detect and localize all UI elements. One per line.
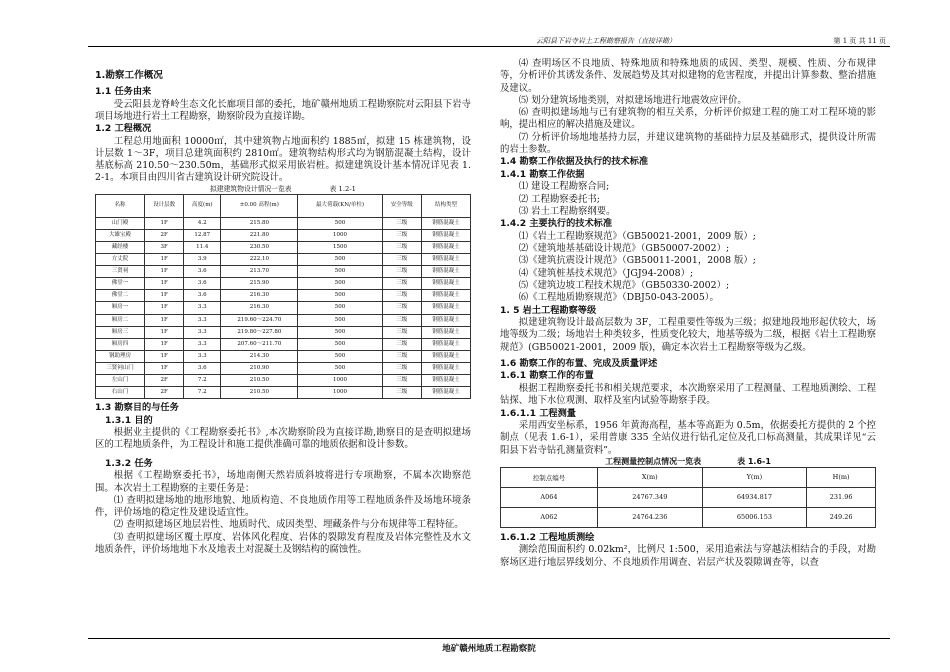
basis-item-3: ⑶ 岩土工程勘察纲要。 — [518, 205, 616, 217]
table-row — [96, 254, 471, 266]
para-1-3-2: 根据《工程勘察委托书》，场地南侧天然岩质斜坡将进行专项勘察，不属本次勘察范围。本次岩土工程勘察的主要任务是： — [95, 470, 471, 494]
table-cell: 1F — [144, 217, 183, 229]
para-1-6-1-2: 测绘范围面积约 0.02km²，比例尺 1:500，采用追索法与穿越法相结合的手段，对勘察场区进行地层界线划分、不良地质作用调查、岩层产状及裂隙调查等，以查 — [500, 544, 876, 568]
table-row — [96, 387, 471, 399]
para-1-3-1: 根据业主提供的《工程勘察委托书》,本次勘察阶段为直接详勘,勘察目的是查明拟建场区的工程地质条件，为工程设计和施工提供准确可靠的地质依据和设计参数。 — [95, 427, 471, 451]
heading-1-6-1-2: 1.6.1.2 工程地质测绘 — [500, 531, 595, 543]
table-cell: 左山门 — [96, 375, 145, 387]
table-cell: 钢筋混凝土 — [422, 375, 471, 387]
table-cell: 三级 — [382, 350, 421, 362]
table-cell: 500 — [298, 326, 382, 338]
table-cell: 64934.817 — [702, 487, 807, 507]
heading-1-2: 1.2 工程概况 — [95, 123, 152, 135]
table-cell: 249.26 — [807, 507, 876, 527]
table-cell: 500 — [298, 254, 382, 266]
para-1-5: 拟建建筑物设计最高层数为 3F，工程重要性等级为三级；拟建地段地形起伏较大，场地等级为二级；场地岩土种类较多，性质变化较大，地基等级为二级，根据《岩土工程勘察规范》(GB50021-2001，2009 版)，确定本次岩土工程勘察等级为乙级。 — [500, 317, 876, 353]
table-cell: 2F — [144, 387, 183, 399]
col-header: Y(m) — [702, 467, 807, 487]
table-row — [96, 290, 471, 302]
table-cell: 三级 — [382, 241, 421, 253]
table-cell: A064 — [501, 487, 598, 507]
heading-1-3-1: 1.3.1 目的 — [105, 414, 153, 426]
table-cell: 3.6 — [184, 278, 221, 290]
table-row — [96, 362, 471, 374]
para-1-2: 工程总用地面积 10000㎡，其中建筑物占地面积约 1885㎡，拟建 15 栋建筑物，设计层数 1～3F，项目总建筑面积约 2810㎡。建筑物结构形式均为钢筋混凝土结构，设计基底标高 210.50～230.50m，基础形式拟采用嵌岩桩。拟建建筑设计基本情况详见表 1.2-1。本项目由四川省古建筑设计研究院设计。 — [95, 135, 471, 184]
heading-1-4-2: 1.4.2 主要执行的技术标准 — [500, 218, 613, 230]
table-row — [96, 229, 471, 241]
table-cell: 1000 — [298, 375, 382, 387]
table-cell: 山门殿 — [96, 217, 145, 229]
task-item-4: ⑷ 查明场区不良地质、特殊地质和特殊地质的成因、类型、规模、性质、分布规律等，分析评价其诱发条件、发展趋势及其对拟建物的危害程度，并提出计算参数、整治措施及建议。 — [500, 58, 876, 94]
table-cell: 1F — [144, 302, 183, 314]
heading-1-4: 1.4 勘察工作依据及执行的技术标准 — [500, 156, 649, 168]
heading-1-4-1: 1.4.1 勘察工作依据 — [500, 168, 585, 180]
table-cell: 钢筋混凝土 — [422, 278, 471, 290]
col-header: X(m) — [597, 467, 702, 487]
table-cell: 221.80 — [221, 229, 298, 241]
table-cell: 500 — [298, 302, 382, 314]
col-header: 高度(m) — [184, 194, 221, 217]
table-2-title: 工程测量控制点情况一览表 — [605, 456, 702, 466]
task-item-7: ⑺ 分析评价场地地基持力层，并建议建筑物的基础持力层及基础形式，提供设计所需的岩土参数。 — [500, 131, 876, 156]
table-2-number: 表 1.6-1 — [737, 456, 771, 466]
table-cell: 三级 — [382, 266, 421, 278]
heading-1-3: 1.3 勘察目的与任务 — [95, 402, 179, 414]
table-row — [96, 278, 471, 290]
heading-1-1: 1.1 任务由来 — [95, 86, 152, 97]
table-cell: 24764.236 — [597, 507, 702, 527]
table-cell: 钢筋混凝土 — [422, 362, 471, 374]
page-footer: 地矿赣州地质工程勘察院 — [88, 638, 890, 654]
table-cell: 222.10 — [221, 254, 298, 266]
table-cell: 210.90 — [221, 362, 298, 374]
table-cell: 1F — [144, 314, 183, 326]
standard-item-4: ⑷《建筑桩基技术规范》（JGJ94-2008）; — [518, 267, 694, 279]
right-column — [500, 58, 876, 569]
table-cell: 1F — [144, 254, 183, 266]
table-cell: 500 — [298, 217, 382, 229]
basis-item-2: ⑵ 工程勘察委托书; — [518, 193, 600, 205]
table-cell: 210.50 — [221, 375, 298, 387]
table-cell: 钢筋混凝土 — [422, 290, 471, 302]
table-cell: 钢筋混凝土 — [422, 314, 471, 326]
table-row — [96, 326, 471, 338]
task-item-3: ⑶ 查明拟建场区覆土厚度、岩体风化程度、岩体的裂隙发育程度及岩体完整性及水文地质条件，评价场地地下水及地表土对混凝土及钢结构的腐蚀性。 — [95, 531, 471, 556]
table-row — [96, 350, 471, 362]
task-item-5: ⑸ 划分建筑场地类别，对拟建场地进行地震效应评价。 — [518, 94, 747, 106]
table-cell: 210.50 — [221, 387, 298, 399]
table-cell: 24767.349 — [597, 487, 702, 507]
table-cell: 三级 — [382, 314, 421, 326]
table-row — [96, 338, 471, 350]
para-1-6-1-1: 采用西安坐标系，1956 年黄海高程，基本等高距为 0.5m，依据委托方提供的 2 个控制点（见表 1.6-1），采用普康 335 全站仪进行钻孔定位及孔口标高测量，其成果详见“云阳县下岩寺钻孔测量资料”。 — [500, 420, 876, 456]
table-cell: 500 — [298, 266, 382, 278]
table-cell: 215.90 — [221, 278, 298, 290]
table-cell: 3.3 — [184, 338, 221, 350]
table-cell: 1F — [144, 350, 183, 362]
table-cell: 3.9 — [184, 254, 221, 266]
table-cell: 3F — [144, 241, 183, 253]
col-header: 控制点编号 — [501, 467, 598, 487]
table-cell: 3.6 — [184, 266, 221, 278]
table-cell: 1500 — [298, 241, 382, 253]
table-cell: 三级 — [382, 326, 421, 338]
table-2-caption — [500, 457, 876, 467]
table-cell: 500 — [298, 290, 382, 302]
table-cell: 钢助理房 — [96, 350, 145, 362]
table-header-row — [96, 194, 471, 217]
table-cell: 厢房二 — [96, 314, 145, 326]
standard-item-1: ⑴《岩土工程勘察规范》（GB50021-2001，2009 版）; — [518, 230, 756, 242]
table-cell: 3.6 — [184, 362, 221, 374]
page-number: 第 1 页 共 11 页 — [833, 37, 886, 45]
table-cell: 500 — [298, 350, 382, 362]
table-cell: 500 — [298, 314, 382, 326]
table-cell: 三级 — [382, 217, 421, 229]
standard-item-5: ⑸《建筑边坡工程技术规范》（GB50330-2002）; — [518, 279, 730, 291]
table-cell: 三级 — [382, 302, 421, 314]
table-cell: 钢筋混凝土 — [422, 254, 471, 266]
table-cell: 三级 — [382, 375, 421, 387]
table-cell: 三级 — [382, 229, 421, 241]
table-cell: 500 — [298, 278, 382, 290]
control-point-table — [500, 467, 876, 528]
task-item-2: ⑵ 查明拟建场区地层岩性、地质时代、成因类型、埋藏条件与分布规律等工程特征。 — [113, 519, 464, 531]
table-cell: 216.30 — [221, 302, 298, 314]
table-cell: 佛堂二 — [96, 290, 145, 302]
table-cell: 三级 — [382, 278, 421, 290]
para-1-6-1: 根据工程勘察委托书和相关规范要求，本次勘察采用了工程测量、工程地质测绘、工程钻探、地下水位观测、取样及室内试验等勘察手段。 — [500, 382, 876, 407]
table-cell: 三级 — [382, 362, 421, 374]
table-cell: 钢筋混凝土 — [422, 241, 471, 253]
heading-1-6-1-1: 1.6.1.1 工程测量 — [500, 407, 576, 419]
table-1-caption — [95, 185, 471, 194]
table-cell: 214.30 — [221, 350, 298, 362]
table-cell: 3.6 — [184, 290, 221, 302]
table-cell: 219.60～224.70 — [221, 314, 298, 326]
table-1-title: 拟建建筑物设计情况一览表 — [210, 184, 292, 193]
table-cell: 213.70 — [221, 266, 298, 278]
table-cell: 钢筋混凝土 — [422, 326, 471, 338]
table-cell: 1F — [144, 362, 183, 374]
table-cell: 207.60～211.70 — [221, 338, 298, 350]
building-design-table — [95, 194, 471, 399]
col-header: 结构类型 — [422, 194, 471, 217]
table-cell: 65006.153 — [702, 507, 807, 527]
section-heading-1: 1.勘察工作概况 — [95, 70, 163, 81]
table-cell: 三级 — [382, 290, 421, 302]
table-cell: 方丈院 — [96, 254, 145, 266]
table-cell: 11.4 — [184, 241, 221, 253]
table-cell: 4.2 — [184, 217, 221, 229]
col-header: H(m) — [807, 467, 876, 487]
report-title: 云阳县下岩寺岩土工程勘察报告（直接详勘） — [536, 37, 676, 45]
table-cell: 231.96 — [807, 487, 876, 507]
table-cell: 佛堂一 — [96, 278, 145, 290]
table-cell: 3.3 — [184, 314, 221, 326]
table-cell: 厢房四 — [96, 338, 145, 350]
table-cell: 500 — [298, 338, 382, 350]
table-cell: 1F — [144, 290, 183, 302]
table-cell: 7.2 — [184, 375, 221, 387]
table-cell: 右山门 — [96, 387, 145, 399]
standard-item-2: ⑵《建筑地基基础设计规范》（GB50007-2002）; — [518, 243, 730, 255]
table-header-row — [501, 467, 876, 487]
table-cell: 三贤祠山门 — [96, 362, 145, 374]
table-cell: 1000 — [298, 229, 382, 241]
col-header: 设计层数 — [144, 194, 183, 217]
table-row — [96, 266, 471, 278]
col-header: ±0.00 高程(m) — [221, 194, 298, 217]
table-cell: 钢筋混凝土 — [422, 217, 471, 229]
table-cell: 1000 — [298, 387, 382, 399]
table-cell: 3.3 — [184, 302, 221, 314]
para-1-1: 受云阳县龙脊岭生态文化长廊项目部的委托，地矿赣州地质工程勘察院对云阳县下岩寺项目场地进行岩土工程勘察，勘察阶段为直接详勘。 — [95, 98, 471, 122]
table-cell: 厢房三 — [96, 326, 145, 338]
table-row — [96, 241, 471, 253]
table-cell: 三级 — [382, 254, 421, 266]
standard-item-6: ⑹《工程地质勘察规范》（DBJ50-043-2005）。 — [518, 292, 719, 304]
table-row — [501, 507, 876, 527]
table-cell: 3.3 — [184, 326, 221, 338]
table-cell: 钢筋混凝土 — [422, 350, 471, 362]
table-cell: 1F — [144, 278, 183, 290]
table-row — [96, 217, 471, 229]
col-header: 安全等级 — [382, 194, 421, 217]
table-cell: 大雄宝殿 — [96, 229, 145, 241]
table-row — [96, 314, 471, 326]
table-cell: 藏经楼 — [96, 241, 145, 253]
table-cell: 215.80 — [221, 217, 298, 229]
heading-1-6: 1.6 勘察工作的布置、完成及质量评述 — [500, 357, 658, 369]
table-cell: 219.80～227.80 — [221, 326, 298, 338]
table-cell: 216.30 — [221, 290, 298, 302]
table-row — [96, 375, 471, 387]
table-cell: 厢房一 — [96, 302, 145, 314]
heading-1-3-2: 1.3.2 任务 — [105, 457, 153, 469]
table-row — [96, 302, 471, 314]
col-header: 最大荷载(KN/单柱) — [298, 194, 382, 217]
standard-item-3: ⑶《建筑抗震设计规范》（GB50011-2001，2008 版）; — [518, 255, 756, 267]
table-cell: 1F — [144, 266, 183, 278]
basis-item-1: ⑴ 建设工程勘察合同; — [518, 181, 610, 193]
table-cell: 230.50 — [221, 241, 298, 253]
task-item-1: ⑴ 查明拟建场地的地形地貌、地质构造、不良地质作用等工程地质条件及场地环境条件，评价场地的稳定性及建设适宜性。 — [95, 494, 471, 519]
table-cell: 三贤祠 — [96, 266, 145, 278]
page-header — [88, 35, 890, 47]
table-cell: 500 — [298, 362, 382, 374]
left-column — [95, 58, 471, 556]
table-cell: 钢筋混凝土 — [422, 302, 471, 314]
table-cell: 钢筋混凝土 — [422, 229, 471, 241]
table-row — [501, 487, 876, 507]
table-cell: 1F — [144, 326, 183, 338]
table-cell: 3.3 — [184, 350, 221, 362]
table-cell: 钢筋混凝土 — [422, 266, 471, 278]
table-cell: 1F — [144, 338, 183, 350]
task-item-6: ⑹ 查明拟建场地与已有建筑物的相互关系，分析评价拟建工程的施工对工程环境的影响，提出相应的解决措施及建议。 — [500, 107, 876, 131]
table-cell: A062 — [501, 507, 598, 527]
table-cell: 钢筋混凝土 — [422, 387, 471, 399]
heading-1-6-1: 1.6.1 勘察工作的布置 — [500, 370, 594, 382]
table-cell: 三级 — [382, 387, 421, 399]
table-cell: 12.87 — [184, 229, 221, 241]
table-cell: 2F — [144, 375, 183, 387]
table-1-number: 表 1.2-1 — [329, 184, 356, 193]
table-cell: 7.2 — [184, 387, 221, 399]
heading-1-5: 1. 5 岩土工程勘察等级 — [500, 304, 597, 316]
table-cell: 2F — [144, 229, 183, 241]
table-cell: 三级 — [382, 338, 421, 350]
table-cell: 钢筋混凝土 — [422, 338, 471, 350]
col-header: 名称 — [96, 194, 145, 217]
